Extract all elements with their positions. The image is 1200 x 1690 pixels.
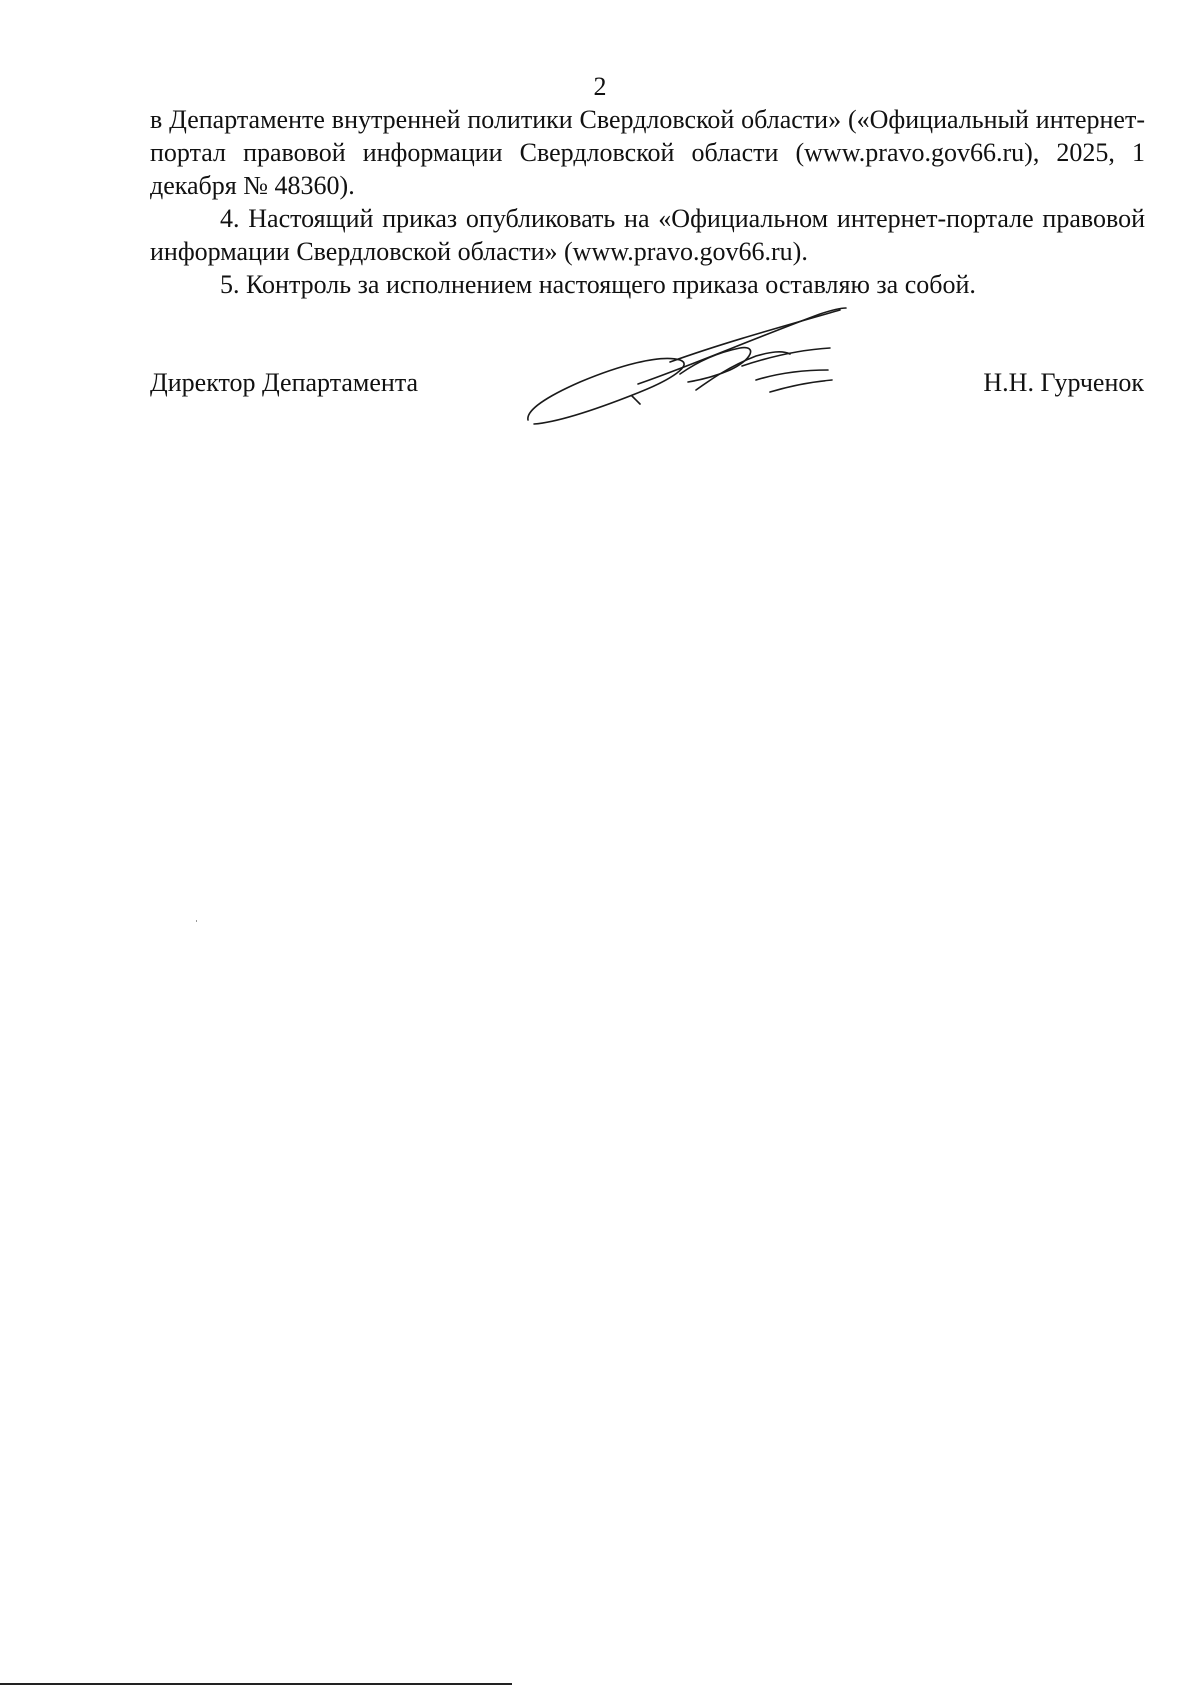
footer-divider [0,1683,512,1685]
page-number: 2 [593,72,607,101]
signatory-position: Директор Департамента [150,368,419,397]
paragraph-item-4: 4. Настоящий приказ опубликовать на «Официальном интернет-портале правовой информации Свердловской области» (www.pravo.gov66.ru). [150,204,1145,266]
handwritten-signature [520,300,880,430]
paragraph-continuation: в Департаменте внутренней политики Свердловской области» («Официальный интернет-портал правовой информации Свердловской области (www.pravo.gov66.ru), 2025, 1 декабря № 48360). [150,105,1145,200]
document-body [150,103,1145,301]
signatory-name: Н.Н. Гурченок [983,368,1144,397]
scan-speck [196,920,197,922]
paragraph-item-5: 5. Контроль за исполнением настоящего приказа оставляю за собой. [220,270,976,299]
